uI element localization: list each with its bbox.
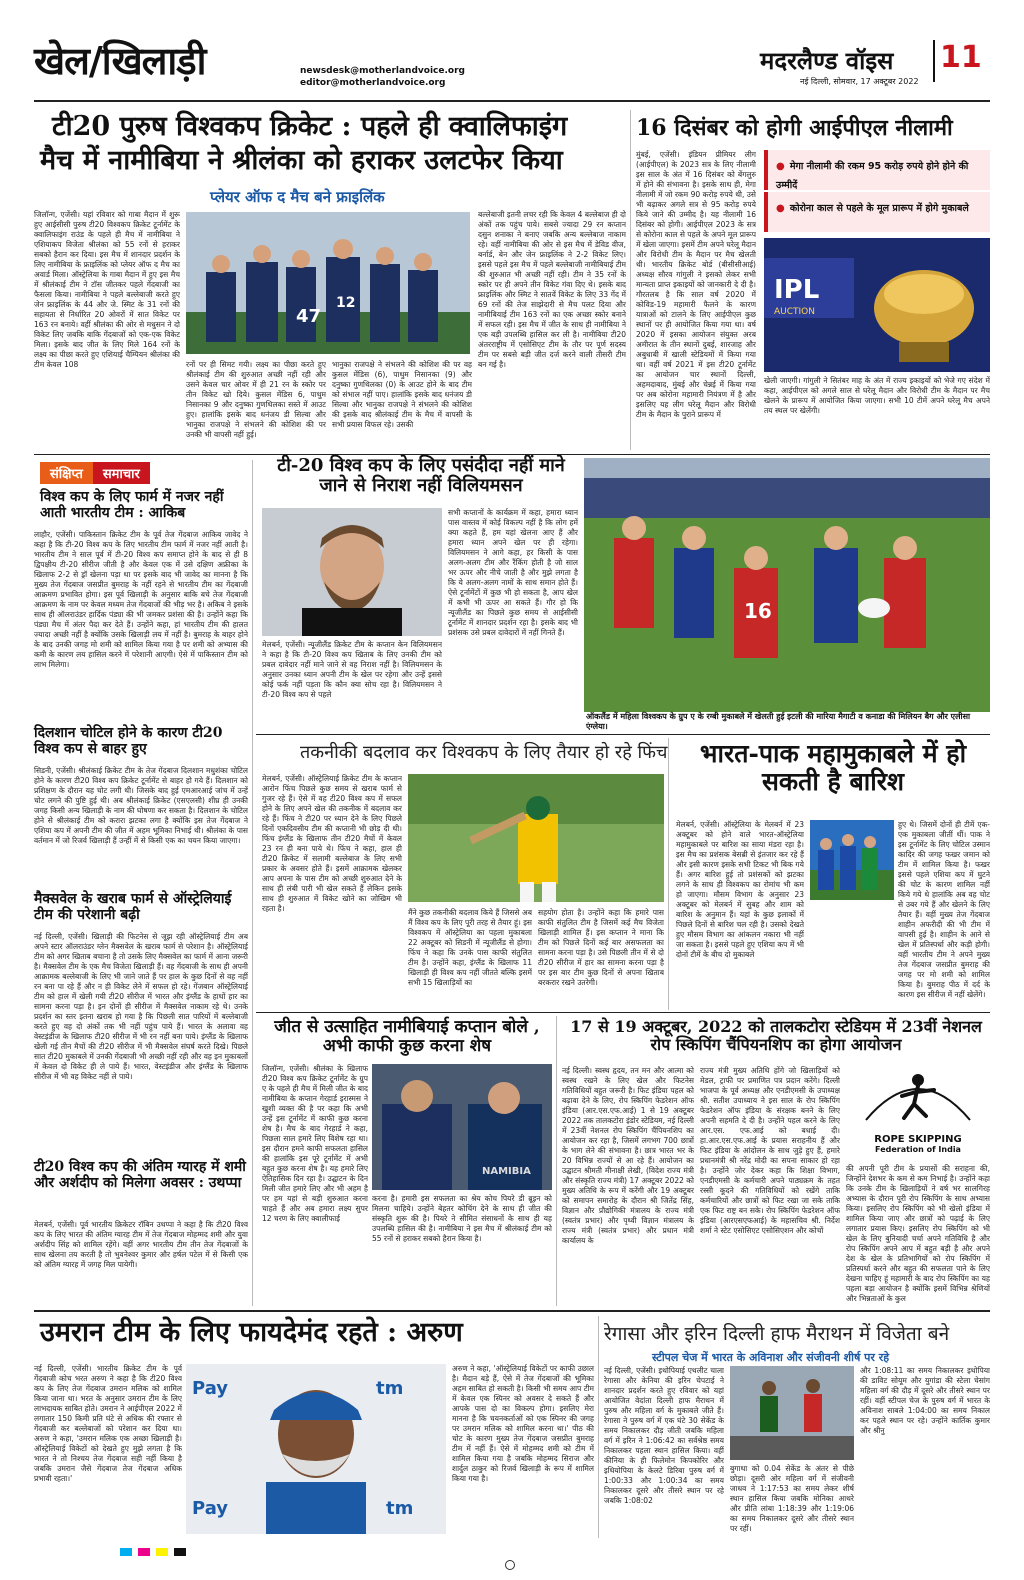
umran-col-1: नई दिल्ली, एजेंसी। भारतीय क्रिकेट टीम के पूर्व गेंदबाजी कोच भरत अरुण ने कहा है कि टी20 विश्व कप के लिए तेज गेंदबाज उमरान मलिक को शामिल किया जाना था। भरत के अनुसार उमरान टीम के लिए लाभदायक साबित होते। उमरान ने आईपीएल 2022 में लगातार 150 किमी प्रति घंटे से अधिक की रफ्तार से गेंदबाजी कर बल्लेबाजों को परेशान कर दिया था। अरुण ने कहा, 'उमरान मलिक एक अच्छा खिलाड़ी है। ऑस्ट्रेलियाई विकेटों को देखते हुए मुझे लगता है कि भारत ने तो निश्चय तेज गेंदबाज सही नहीं किया है जबकि उमरान जैसे गेंदबाज तेज गेंदबाज अधिक प्रभावी रहता।'	[34, 1364, 182, 1483]
umran-col-2: अरुण ने कहा, 'ऑस्ट्रेलियाई विकेटों पर काफी उछाल है। मैदान बड़े हैं, ऐसे में तेज गेंदबाजों की भूमिका अहम साबित हो सकती है। किसी भी समय आप टीम में केवल एक स्पिनर को अवसर दे सकते हैं और आपके पास दो का विकल्प होगा। इसलिए मेरा मानना है कि चयनकर्ताओं को एक स्पिनर की जगह पर उमरान मलिक को शामिल करना था।' पीठ की चोट के कारण मुख्य तेज गेंदबाज जसप्रीत बुमराह टीम में नहीं हैं। ऐसे में मोहम्मद शमी को टीम में शामिल किया गया है जबकि मोहम्मद सिराज और शार्दुल ठाकुर को रिजर्व खिलाड़ी के रूप में शामिल किया गया है।	[452, 1364, 594, 1483]
registration-strip	[120, 1548, 920, 1558]
namibia-col-1: जिलॉन्ग, एजेंसी। श्रीलंका के खिलाफ टी20 विश्व कप क्रिकेट टूर्नामेंट के ग्रुप ए के पहले ही मैच में मिली जीत के बाद नामीबिया के कप्तान गेरहार्ड इरास्मस ने खुशी व्यक्त की है पर कहा कि अभी उन्हें इस टूर्नामेंट में काफी कुछ करना शेष है। मैच के बाद गेरहार्ड ने कहा, पिछला साल हमारे लिए विशेष रहा था। इस दौरान हमने काफी सफलता हासिल की हालांकि इस पूरे टूर्नामेंट में अभी बहुत कुछ करना शेष है। यह हमारे लिए ऐतिहासिक दिन रहा है। उद्घाटन के दिन मिली जीत हमारे लिए और भी अहम है पर हम यहां से बड़ी शुरुआत करना चाहते हैं और अब हमारा लक्ष्य सुपर 12 चरण के लिए क्वालीफाई	[262, 1064, 368, 1223]
page-number: 11	[940, 40, 982, 75]
finch-photo	[408, 774, 664, 902]
bharat-arun-photo	[186, 1364, 446, 1534]
column-divider-ipl	[630, 110, 631, 450]
umran-headline: उमरान टीम के लिए फायदेमंद रहते : अरुण	[40, 1317, 463, 1348]
brief-2-headline: दिलशान चोटिल होने के कारण टी20 विश्व कप से बाहर हुए	[34, 725, 223, 757]
finch-batting-image	[408, 774, 664, 902]
svg-text:Pay: Pay	[192, 1498, 229, 1519]
rope-skipping-logo	[846, 1066, 990, 1160]
column-divider-indpak	[668, 738, 669, 1010]
ipl-bullet-2-text: कोरोना काल से पहले के मूल प्रारूप में होगे मुकाबले	[789, 203, 969, 214]
rope-col-2: राज्य मंत्री मुख्य अतिथि होंगे जो खिलाड़ियों को मेडल, ट्राफी पर प्रमाणित पत्र प्रदान करेंगे। दिल्ली भाजपा के पूर्व अध्यक्ष और एनडीएमसी के उपाध्यक्ष श्री. सतीश उपाध्याय ने इस साल के रोप स्किपिंग फेडरेशन ऑफ इंडिया के संरक्षक बनने के लिए अपनी सहमति दे दी है। उन्होंने पहल करने के लिए आर.एस. एफ.आई को बधाई दी। हा.आर.एस.एफ.आई के प्रयास सराहनीय हैं और फिट इंडिया के आंदोलन के साथ जुड़े हुए हैं, हमारे प्रधानमंत्री श्री नरेंद्र मोदी का सपना साकार हो रहा है। उन्होंने जोर देकर कहा कि शिक्षा विभाग, एनडीएमसी के कर्मचारी अपने पाठ्यक्रम के तहत रस्सी कूदने की गतिविधियों को रखेंगे ताकि कर्मचारियों और छात्रों को फिट रखा जा सके ताकि एक फिट राष्ट्र बन सके। रोप स्किपिंग फेडरेशन ऑफ इंडिया (आरएसएफआई) के महासचिव श्री. निर्देश शर्मा ने स्टेट एसोसिएट एसोसिएशन और कोचों	[700, 1066, 840, 1235]
namibia-col-2: करना है। हमारी इस सफलता का श्रेय कोच पियरे डी ब्रूइन को मिलना चाहिये। उन्होंने बेहतर कोचिंग देने के साथ ही जीत की संस्कृति शुरू की है। पियरे ने सीमित संसाधनों के साथ ही यह उपलब्धि हासिल की है। नामीबिया ने इस मैच में श्रीलंकाई टीम को 55 रनों से हराकर सबको हैरान किया है।	[372, 1194, 552, 1243]
svg-text:tm: tm	[376, 1378, 404, 1399]
brief-3-body: नई दिल्ली, एजेंसी। खिलाड़ी की फिटनेस से जूझ रही ऑस्ट्रेलियाई टीम अब अपने स्टार ऑलराउंडर ग्लेन मैक्सवेल के खराब फार्म से परेशान है। ऑस्ट्रेलियाई टीम को अगर खिताब बचाना है तो उसके लिए मैक्सवेल का फार्म में आना जरूरी है। मैक्सवेल टीम के एक मैच विजेता खिलाड़ी हैं। वह गेंदबाजी के साथ ही अपनी आक्रामक बल्लेबाजी के लिए भी जाने जाते हैं पर हाल के कुछ दिनों से वह नहीं रन बना पा रहे हैं और न ही विकेट लेने में सफल हो रहे। गेंजबान ऑस्ट्रेलियाई टीम को हाल में खेली गयी टी20 सीरीज में भारत और इंग्लैंड के हाथों हार का सामना करना पड़ा है। इन दोनों ही सीरीज में मैक्सवेल नाकाम रहे थे। उनके प्रदर्शन का स्तर इतना खराब हो गया है कि पिछली सात पारियों में बल्लेबाजी करते हुए वह दो अंकों तक भी नहीं पहुंच पाये हैं। भारत के अलावा वह वेस्टइंडीज के खिलाफ टी20 सीरीज में भी रन नहीं बना पाये। इंग्लैंड के खिलाफ खेली गई तीन मैचों की टी20 सीरीज में भी मैक्सवेल संघर्ष करते दिखे। पिछले सात टी20 मुकाबले में उनकी गेंदबाजी भी अच्छी नहीं रही और वह इन मुकाबलों में केवल दो विकेट ही ले पाये हैं। भारत, वेस्टइंडीज और इंग्लैंड के खिलाफ सीरीज में भी वह विकेट नहीं ले पाये।	[34, 932, 248, 1081]
brief-4-body: मेलबर्न, एजेंसी। पूर्व भारतीय क्रिकेटर रॉबिन उथप्पा ने कहा है कि टी20 विश्व कप के लिए भारत की अंतिम ग्यारह टीम में तेज गेंदबाज मोहम्मद शमी और युवा अर्शदीप सिंह को शामिल रहेंगे। वहीं अगर भारतीय टीम तीन तेज गेंदबाजों के साथ खेलना तय करती है तो भुवनेश्वर कुमार और हर्षल पटेल में से किसी एक को अंतिम ग्यारह में जगह मिल पायेगी।	[34, 1220, 248, 1269]
finch-col-1: मेलबर्न, एजेंसी। ऑस्ट्रेलियाई क्रिकेट टीम के कप्तान आरोन फिंच पिछले कुछ समय से खराब फार्म से गुजर रहे हैं। ऐसे में वह टी20 विश्व कप में सफल होने के लिए अपने खेल की तकनीक में बदलाव कर रहे हैं। फिंच ने टी20 पर ध्यान देने के लिए पिछले दिनों एकदिवसीय टीम की कप्तानी भी छोड़ दी थी। फिंच इंग्लैंड के खिलाफ तीन टी20 मैचों में केवल 23 रन ही बना पाये थे। फिंच ने कहा, हाल ही टी20 क्रिकेट में सलामी बल्लेबाज के लिए सभी प्रकार के अवसर होते हैं। इसमें आक्रामक खेलकर आप अपना के पास टीम को अच्छी शुरुआत देने के साथ ही लंबी पारी भी खेल सकते हैं लेकिन इसके साथ ही शुरुआत में विकेट खोने का जोखिम भी रहता है।	[262, 774, 402, 913]
indpak-photo	[810, 820, 894, 900]
namibia-headline: जीत से उत्साहित नामीबियाई कप्तान बोले , अभी काफी कुछ करना शेष	[274, 1017, 540, 1057]
lead-headline-line1: टी20 पुरुष विश्वकप क्रिकेट : पहले ही क्वालिफाइंग	[52, 111, 568, 142]
bullet-icon: ●	[776, 203, 785, 214]
briefs-label-1: संक्षिप्त	[40, 462, 93, 484]
lead-col-1: जिलॉन्ग, एजेंसी। यहां रविवार को गाबा मैदान में शुरू हुए आईसीसी पुरुष टी20 विश्वकप क्रिकेट टूर्नामेंट के क्वालिफाइंग राउंड के पहले ही मैच में नामीबिया ने एशियाकप विजेता श्रीलंका को 55 रनों से हराकर सबको हैरान कर दिया। इस मैच में शानदार प्रदर्शन के लिए नामीबिया के फ्राइलिंक को प्लेयर ऑफ द मैच का अवार्ड मिला। ऑस्ट्रेलिया के गाबा मैदान में हुए इस मैच में श्रीलंकाई टीम ने टॉस जीतकर पहले गेंदबाजी का फैसला किया। नामीबिया ने पहले बल्लेबाजी करते हुए जेन फ्राइलिंक के 44 और जे. स्मिट के 31 रनों की सहायता से निर्धारित 20 ओवरों में सात विकेट पर 163 रन बनाये। वहीं श्रीलंका की ओर से मधुसन ने दो विकेट लिए जबकि बाकि गेंदबाजों को एक-एक विकेट मिला। इसके बाद जीत के लिए मिले 164 रनों के लक्ष्य का पीछा करते हुए एशियाई चैम्पियन श्रीलंका की टीम केवल 108	[34, 210, 180, 369]
registration-mark-icon	[505, 1560, 515, 1570]
ipl-col-2: खेली जाएगी। गांगुली ने सितंबर माह के अंत में राज्य इकाइयों को भेजे गए संदेश में कहा, आईपीएल को अगले साल से घरेलू मैदान और विरोधी टीम के मैदान पर मैच खेलने के प्रारूप में आयोजित किया जाएगा। सभी 10 टीमें अपने घरेलू मैच अपने तय स्थल पर खेलेंगी।	[764, 376, 990, 415]
rugby-match-image	[584, 458, 990, 712]
williamson-headline: टी-20 विश्व कप के लिए पसंदीदा नहीं माने जाने से निराश नहीं विलियमसन	[277, 455, 565, 497]
williamson-col-1: मेलबर्न, एजेंसी। न्यूजीलैंड क्रिकेट टीम के कप्तान केन विलियमसन ने कहा है कि टी-20 विश्व कप खिताब के लिए उनकी टीम को प्रबल दावेदार नहीं माने जाने से वह निराश नहीं है। विलियमसन के अनुसार उनका ध्यान अपनी टीम के खेल पर रहेगा और उन्हें इससे कोई फर्क नहीं पड़ता कि कौन क्या सोच रहा है। विलियमसन ने टी-20 विश्व कप से पहले	[262, 640, 442, 699]
indpak-col-2: हुए थे। जिसमें दोनों ही टीमें एक-एक मुकाबला जीतीं थीं। पाक ने इस टूर्नामेंट के लिए चोटिल उस्मान कादिर की जगह फखर जमान को टीम में शामिल किया है। फखर इससे पहले एशिया कप में घुटने की चोट के कारण शामिल नहीं किये गये थे हालांकि अब वह चोट से उबर गये हैं और खेलने के लिए तैयार हैं। वहीं मुख्य तेज गेंदबाज शाहीन अफरीदी की भी टीम में वापसी हुई है। शाहीन के आने से खेल में प्रतिस्पर्धा और कड़ी होगी। वहीं भारतीय टीम ने अपने मुख्य तेज गेंदबाज जसप्रीत बुमराह की जगह पर मो शमी को शामिल किया है। बुमराह पीठ में दर्द के कारण इस सीरीज में नहीं खेलेंगे।	[898, 820, 990, 999]
lead-col-3: रनों पर ही सिमट गयी। लक्ष्य का पीछा करते हुए श्रीलंकाई टीम की शुरुआत अच्छी नहीं रही और उसने केवल चार ओवर में ही 21 रन के स्कोर पर तीन विकेट खो दिये। कुसल मेंडिस 6, पाथुम निसानका 9 और दनुष्का गुणथिलका सस्ते में आउट हुए। हालांकि इसके बाद धनंजय डी सिल्वा और भानुका राजपक्षे ने संभलने की कोशिश की पर उनकी भी वापसी नहीं हुई।	[186, 360, 326, 439]
briefs-label-2: समाचार	[93, 462, 150, 484]
namibia-photo	[372, 1064, 552, 1190]
ipl-headline: 16 दिसंबर को होगी आईपीएल नीलामी	[636, 115, 953, 141]
section-rule-4	[34, 1310, 990, 1312]
marathon-runners-image	[730, 1366, 854, 1460]
lead-subheadline: प्लेयर ऑफ द मैच बने फ्राइलिंक	[210, 188, 385, 206]
brief-3-headline: मैक्सवेल के खराब फार्म से ऑस्ट्रेलियाई टीम की परेशानी बढ़ी	[34, 891, 232, 923]
lead-col-2: बल्लेबाजी इतनी लचर रही कि केवल 4 बल्लेबाज ही दो अंकों तक पहुंच पाये। सबसे ज्यादा 29 रन कप्तान दसुन शनाका ने बनाए जबकि अन्य बल्लेबाज नाकाम रहे। वहीं नामीबिया की ओर से इस मैच में डेविड वीज, बर्नार्ड, बेन और जेन फ्राइलिंक ने 2-2 विकेट लिए। इससे पहले इस मैच में पहले बल्लेबाजी नामीबियाई टीम की शुरुआत भी अच्छी नहीं रही। टीम ने 35 रनों के स्कोर पर ही अपने तीन विकेट गंवा दिए थे। इसके बाद फ्राइलिंक और स्मिट ने सातवें विकेट के लिए 33 गेंद में 69 रनों की तेज साझेदारी से मैच पलट दिया और नामीबियाई टीम 163 रनों का एक अच्छा स्कोर बनाने में सफल रही। इस मैच में जीत के साथ ही नामीबिया ने एक बड़ी उपलब्धि हासिल कर ली है। नामीबिया टी20 अंतरराष्ट्रीय में एसोसिएट टीम के तौर पर पूर्ण सदस्य टीम पर सबसे बड़ी जीत दर्ज करने वाली तीसरी टीम बन गई है।	[478, 210, 626, 369]
finch-col-3: सहयोग होता है। उन्होंने कहा कि हमारे पास काफी संतुलित टीम है जिसमें कई मैच विजेता खिलाड़ी शामिल हैं। इस कप्तान ने माना कि टीम को पिछले दिनों कई बार असफलता का सामना करना पड़ा है। उसे पिछली तीन में से दो टी20 सीरीज में हार का सामना करना पड़ा है पर इस बार टीम कुछ दिनों से अपना खिताब बरकरार रखने उतरेगी।	[538, 908, 664, 987]
finch-headline: तकनीकी बदलाव कर विश्वकप के लिए तैयार हो रहे फिंच	[300, 742, 668, 763]
rugby-photo	[584, 458, 990, 712]
bullet-icon: ●	[776, 161, 785, 172]
svg-text:AUCTION: AUCTION	[774, 307, 815, 317]
ipl-trophy-image	[764, 238, 990, 372]
marathon-col-3: और 1:08:11 का समय निकालकर इथोपिया की डाविट सोयूम और युगांडा की स्टेला चेसांग महिला वर्ग की दौड़ में दूसरे और तीसरे स्थान पर रहीं। वहीं स्टीपल चेज के पुरुष वर्ग में भारत के अविनाश साबले 1:04:00 का समय निकाल कर पहले स्थान पर रहे। उन्होंने कार्तिक कुमार और श्रीनु	[860, 1366, 990, 1435]
svg-text:16: 16	[744, 599, 772, 623]
indpak-col-1: मेलबर्न, एजेंसी। ऑस्ट्रेलिया के मेलबर्न में 23 अक्टूबर को होने वाले भारत-ऑस्ट्रेलिया महामुकाबले पर बारिश का साया मंडरा रहा है। इस मैच का प्रशंसक बेसब्री से इंतजार कर रहे हैं और इसी कारण इसके सभी टिकट भी बिक गये हैं। अगर बारिश हुई तो प्रशंसकों को झटका लगने के साथ ही विश्वकप का रोमांच भी कम हो जाएगा। मौसम विभाग के अनुसार 23 अक्टूबर को मेलबर्न में सुबह और शाम को बारिश के अनुमान हैं। यहां के कुछ इलाकों में पिछले दिनों से बारिश चल रही है। उसको देखते हुए मौसम विभाग का आंकलन नकारा भी नहीं जा सकता है। इससे पहले हुए एशिया कप में भी दोनों टीमें के बीच दो मुकाबले	[676, 820, 804, 959]
lead-col-4: भानुका राजपक्षे ने संभलने की कोशिश की पर वह कुसल मेंडिस (6), पाथुम निसानका (9) और दनुष्का गुणथिलका (0) के आउट होने के बाद टीम को संभाल नहीं पाए। हालांकि इसके बाद धनंजय डी सिल्वा और भानुका राजपक्षे ने संभलने की कोशिश की इसके बाद श्रीलंकाई टीम के मैच में वापसी के सभी प्रयास विफल रहे। उसकी	[332, 360, 472, 429]
email-editor[interactable]: editor@motherlandvoice.org	[300, 78, 446, 88]
ipl-col-1: मुंबई, एजेंसी। इंडियन प्रीमियर लीग (आईपीएल) के 2023 सत्र के लिए नीलामी इस साल के अंत में 16 दिसंबर को बेंगलुरु में होने की संभावना है। इसके साथ ही, मेगा नीलामी में जो रकम 90 करोड़ रुपये थी, उसे भी बढ़ाकर अगले सत्र से 95 करोड़ रुपये किये जाने की उम्मीद है। यह नीलामी 16 दिसंबर को होगी। आईपीएल 2023 के सत्र से कोरोना काल से पहले के अपने मूल प्रारूप में खेला जाएगा। इसमें टीम अपने घरेलू मैदान और विरोधी टीम के मैदान पर मैच खेलती थी। भारतीय क्रिकेट बोर्ड (बीसीसीआई) अध्यक्ष सौरव गांगुली ने इसको लेकर सभी मान्यता प्राप्त इकाइयों को जानकारी दे दी है। गौरतलब है कि साल वर्ष 2020 में कोविड-19 महामारी फैलने के कारण यात्राओं को टालने के लिए आईपीएल कुछ स्थानों पर ही आयोजित किया गया था। वर्ष 2020 में इसका आयोजन संयुक्त अरब अमीरात के तीन स्थानों दुबई, शारजाह और अबुधाबी में खाली स्टेडियमों में किया गया था। वहीं वर्ष 2021 में इस टी20 टूर्नामेंट का आयोजन चार स्थानों दिल्ली, अहमदाबाद, मुंबई और चेन्नई में किया गया पर अब कोरोना महामारी नियंत्रण में है और इसलिए यह लीग घरेलू मैदान और विरोधी टीम के मैदान के पुराने प्रारूप में	[636, 150, 756, 419]
indpak-headline: भारत-पाक महामुकाबले में हो सकती है बारिश	[699, 739, 967, 796]
svg-text:Pay: Pay	[192, 1378, 229, 1399]
email-newsdesk[interactable]: newsdesk@motherlandvoice.org	[300, 66, 465, 76]
rope-logo-line1: ROPE SKIPPING	[874, 1134, 962, 1145]
svg-text:12: 12	[336, 295, 356, 311]
dateline: नई दिल्ली, सोमवार, 17 अक्टूबर 2022	[800, 77, 919, 86]
williamson-portrait-image	[262, 508, 442, 636]
marathon-col-2: बुगाथा को 0.04 सेकेंड के अंतर से पीछे छोड़ा। दूसरी ओर महिला वर्ग में संजीवनी जाधव ने 1:17:53 का समय लेकर शीर्ष स्थान हासिल किया जबकि मोनिका आथरे और प्रीति लांबा 1:18:39 और 1:19:06 का समय निकालकर दूसरे और तीसरे स्थान पर रहीं।	[730, 1464, 854, 1533]
color-bar-magenta	[138, 1548, 150, 1556]
ipl-bullet-1	[764, 150, 990, 190]
lead-headline-line2: मैच में नामीबिया ने श्रीलंका को हराकर उलटफेर किया	[40, 145, 563, 176]
svg-text:tm: tm	[386, 1498, 414, 1519]
section-title: खेल/खिलाड़ी	[34, 38, 206, 83]
ipl-bullet-2	[764, 192, 990, 232]
section-rule-2	[256, 734, 990, 735]
rope-skipper-icon	[846, 1066, 990, 1130]
brief-4-headline: टी20 विश्व कप की अंतिम ग्यारह में शमी और अर्शदीप को मिलेगा अवसर : उथप्पा	[34, 1159, 246, 1191]
lead-photo-namibia-team	[186, 212, 470, 354]
rope-headline: 17 से 19 अक्टूबर, 2022 को तालकटोरा स्टेडियम में 23वीं नेशनल रोप स्किपिंग चैंपियनशिप का होगा आयोजन	[570, 1017, 982, 1054]
williamson-photo	[262, 508, 442, 636]
svg-text:47: 47	[296, 306, 322, 327]
brief-1-body: लाहौर, एजेंसी। पाकिस्तान क्रिकेट टीम के पूर्व तेज गेंदबाज आकिब जावेद ने कहा है कि टी-20 विश्व कप के लिए भारतीय टीम फार्म में नजर नहीं आती है। भारतीय टीम ने साल पूर्व में टी-20 विश्व कप समाप्त होने के बाद से ही 8 द्विपक्षीय टी-20 सीरीज जीती है और केवल एक में उसे दक्षिण अफ्रीका के खिलाफ 2-2 से ड्रॉ खेलना पड़ा था पर इसके बाद भी जावेद का मानना है कि मुख्य तेज गेंदबाज जसप्रीत बुमराह के नहीं रहने से भारतीय टीम का गेंदबाजी आक्रमण प्रभावित होगा। इस पूर्व खिलाड़ी के अनुसार बाकि बचे तेज गेंदबाजी आक्रमण के नाम पर केवल मध्यम तेज गेंदबाजों की भीड़ भर है। अकिब ने इसके साथ ही ऑलराउंडर हार्दिक पंड्या की भी जमकर प्रशंसा की है। उन्होंने कहा कि पंड्या मैच में अंतर पैदा कर देते हैं। उन्होंने कहा, हां भारतीय टीम की हालत ज्यादा अच्छी नहीं है क्योंकि उसके खिलाड़ी लय में नहीं है। बुमराह के बाहर होने के बाद उनकी जगह मो शमी को शामिल किया गया है पर शमी को अभ्यास की कमी के कारण लय हासिल करने में परेशानी आएगी। ऐसे में पाकिस्तान टीम को लाभ मिलेगा।	[34, 530, 248, 669]
rope-logo-line2: Federation of India	[875, 1145, 961, 1154]
color-bar-yellow	[156, 1548, 168, 1556]
williamson-col-2: सभी कप्तानों के कार्यक्रम में कहा, हमारा ध्यान पास वास्तव में कोई विकल्प नहीं है कि लोग हमें क्या कहते हैं, हम यहां खेलना आए हैं और हमारा ध्यान अपने खेल पर ही रहेगा। विलियमसन ने आगे कहा, हर किसी के पास अलग-अलग टीम और रैंकिंग होती है जो साल भर ऊपर और नीचे जाती है और मुझे लगता है कि ये अलग-अलग नामों के साथ समान होते हैं। ऐसे टूर्नामेंटों में कुछ भी हो सकता है, आप खेल में कभी भी ऊपर आ सकते हैं। गौर हो कि न्यूजीलैंड का पिछले कुछ समय से आईसीसी टूर्नामेंट में शानदार प्रदर्शन रहा है। इसके बाद भी प्रशंसक उसे प्रबल दावेदारों में नहीं गिनते हैं।	[448, 508, 578, 637]
marathon-subheadline: स्टीपल चेज में भारत के अविनाश और संजीवनी शीर्ष पर रहे	[652, 1351, 890, 1364]
brief-1-headline: विश्व कप के लिए फार्म में नजर नहीं आती भारतीय टीम : आकिब	[40, 489, 224, 521]
briefs-label	[40, 462, 242, 484]
svg-text:NAMIBIA: NAMIBIA	[482, 1166, 531, 1177]
page-number-divider	[933, 40, 935, 82]
column-divider-rope	[556, 1016, 557, 1306]
color-bar-cyan	[120, 1548, 132, 1556]
masthead-rule	[34, 100, 990, 102]
bharat-arun-portrait-image	[186, 1364, 446, 1534]
marathon-headline: रेगासा और इरिन दिल्ली हाफ मैराथन में विजेता बने	[604, 1323, 950, 1345]
ipl-trophy-photo	[764, 238, 990, 372]
indpak-players-image	[810, 820, 894, 900]
namibia-celebration-image	[186, 212, 470, 354]
rugby-caption: ऑकलैंड में महिला विश्वकप के ग्रुप ए के रग्बी मुकाबले में खेलती हुई इटली की मारिया मैगाटी व कनाडा की मिलियन बैग और एलीसा एंग्लेया।	[586, 712, 971, 731]
marathon-col-1: नई दिल्ली, एजेंसी। इथोपियाई एथलीट चाला रेगासा और केनिया की इरिन चेपटाई ने शानदार प्रदर्शन करते हुए रविवार को यहां आयोजित वेदांता दिल्ली हाफ मैराथन में पुरुष और महिला वर्ग के मुकाबले जीते हैं। रेगासा ने पुरुष वर्ग में एक घंटे 30 सेकेंड के समय निकालकर दौड़ जीती जबकि महिला वर्ग में इरिन ने 1:06:42 का सर्वश्रेष्ठ समय निकालकर पहला स्थान हासिल किया। वहीं कीनिया के ही फिलेमोन किपकोरिर और इथियोपिया के केलटे डिरिबा पुरुष वर्ग में 1:00:33 और 1:00:34 का समय निकालकर दूसरे और तीसरे स्थान पर रहे जबकि 1:08:02	[604, 1366, 724, 1505]
column-divider-briefs	[252, 460, 253, 1306]
svg-text:IPL: IPL	[774, 275, 820, 305]
finch-col-2: मैंने कुछ तकनीकी बदलाव किये हैं जिससे अब मैं विश्व कप के लिए पूरी तरह से तैयार हूं। इस विश्वकप में ऑस्ट्रेलिया का पहला मुकाबला 22 अक्टूबर को सिडनी में न्यूजीलैंड से होगा। फिंच ने कहा कि उनके पास काफी संतुलित टीम है। उन्होंने कहा, इंग्लैंड के खिलाफ 11 खिलाड़ी ही विश्व कप नहीं जीतते बल्कि इसमें सभी 15 खिलाड़ियों का	[408, 908, 532, 987]
brief-2-body: सिडनी, एजेंसी। श्रीलंकाई क्रिकेट टीम के तेज गेंदबाज दिलशान मधुशंका चोटिल होने के कारण टी20 विश्व कप क्रिकेट टूर्नामेंट से बाहर हो गये हैं। दिलशान को प्रशिक्षण के दौरान यह चोट लगी थी। जिसके बाद हुई एमआरआई जांच में उन्हें चोट लगने की पुष्टि हुई थी। अब श्रीलंकाई क्रिकेट (एसएलसी) शीघ्र ही उनकी जगह किसी अन्य खिलाड़ी के नाम की घोषणा कर सकता है। दिलशान के चोटिल होने से श्रीलंकाई टीम को करारा झटका लगा है क्योंकि इस तेज गेंदबाज ने एशिया कप में अपनी टीम की जीत में अहम भूमिका निभाई थी। श्रीलंका के पास वर्तमान में जो रिजर्व खिलाड़ी हैं उन्हीं में से किसी एक का चयन किया जाएगा।	[34, 766, 248, 845]
section-rule-3	[256, 1012, 990, 1013]
marathon-photo	[730, 1366, 854, 1460]
ipl-bullet-1-text: मेगा नीलामी की रकम 95 करोड़ रुपये होने होने की उम्मीदें	[776, 161, 969, 191]
paper-name: मदरलैण्ड वॉइस	[760, 46, 894, 75]
rope-col-1: नई दिल्ली। स्वस्थ हृदय, तन मन और आत्मा को स्वस्थ रखने के लिए खेल और फिटनेस गतिविधियों बहुत जरूरी है। फिट इंडिया पहल को बढ़ावा देने के लिए, रोप स्किपिंग फेडरेशन ऑफ इंडिया (आर.एस.एफ.आई) 1 से 19 अक्टूबर 2022 तक तालकटोरा इंडोर स्टेडियम, नई दिल्ली में 23वीं नेशनल रोप स्किपिंग चैंपियनशिप का आयोजन कर रहा है, जिसमें लगभग 700 छात्रों के भाग लेने की संभावना है। छात्र भारत भर के 20 विभिन्न राज्यों से आ रहे हैं। आयोजन का उद्घाटन श्रीमती मीनाक्षी लेखी, (विदेश राज्य मंत्री और संस्कृति राज्य मंत्री) 17 अक्टूबर 2022 को मुख्य अतिथि के रूप में करेंगी और 19 अक्टूबर को समापन समारोह के दौरान श्री जितेंद्र सिंह, विज्ञान और प्रौद्योगिकी मंत्रालय के राज्य मंत्री (स्वतंत्र प्रभार) और पृथ्वी विज्ञान मंत्रालय के राज्य मंत्री (स्वतंत्र प्रभार) और प्रधान मंत्री कार्यालय के	[562, 1066, 694, 1245]
rope-col-3: की अपनी पूरी टीम के प्रयासों की सराहना की, जिन्होंने देशभर के कम से कम निभाई है। उन्होंने कहा कि उनके टीम के खिलाड़ियों ने वर्ष भर सालगिरह अभ्यास के दौरान पूरी रोप स्किपिंग के साथ अभ्यास किया। इसलिए रोप स्किपिंग को भी खेलो इंडिया में शामिल किया जाए और छात्रों को पढ़ाई के लिए लगातार प्रयास किए। इसलिए रोप स्किपिंग को भी खेल के लिए बुनियादी चर्चा अपने गतिविधि है और रोप स्किपिंग अपने आप में बहुत बड़ी है और अपने देश के खेल के प्रतिभागियों को रोप स्किपिंग में प्रतिस्पर्धा करने और बहुत की सफलता पाने के लिए देखना चाहिए हूं महामारी के बाद रोप स्किपिंग का यह पहला बड़ा आयोजन है क्योंकि इसमें विभिन्न श्रेणियों और भिन्नताओं के कुल	[846, 1164, 990, 1303]
column-divider-marathon	[598, 1316, 599, 1538]
namibia-players-hug-image	[372, 1064, 552, 1190]
color-bar-black	[174, 1548, 186, 1556]
